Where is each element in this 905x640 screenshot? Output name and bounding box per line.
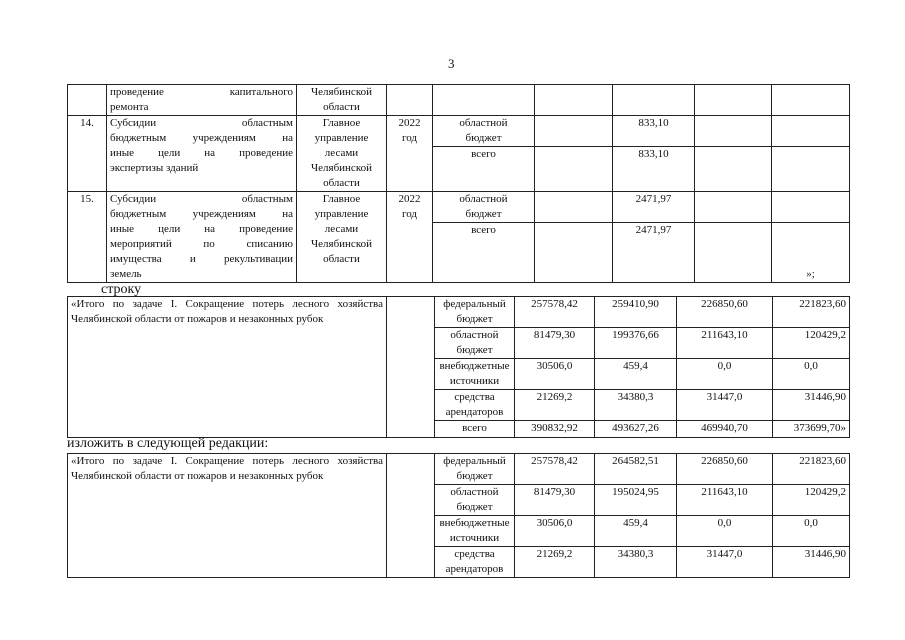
value-cell: 211643,10 (677, 485, 773, 516)
value-cell (695, 223, 772, 283)
value-cell: 0,0 (677, 359, 773, 390)
funding-source: средства арендаторов (435, 390, 515, 421)
measure-name: Субсидии областным бюджетным учреждениям на иные цели на проведение мероприятий по списанию имущества и рекультивации земель (107, 192, 297, 283)
caption-replace-row: строку (101, 282, 142, 297)
value-cell (695, 192, 772, 223)
value-cell: 21269,2 (515, 547, 595, 578)
row-number: 14. (68, 116, 107, 192)
value-cell: 221823,60 (773, 454, 850, 485)
funding-source: федеральный бюджет (435, 297, 515, 328)
value-cell (772, 192, 850, 223)
page-number: 3 (448, 56, 455, 71)
empty-cell (387, 454, 435, 578)
value-cell: 373699,70» (773, 421, 850, 438)
funding-source: всего (433, 147, 535, 192)
funding-source: внебюджетные источники (435, 359, 515, 390)
executor: Главное управление лесами Челябинской области (297, 116, 387, 192)
caption-new-wording: изложить в следующей редакции: (67, 436, 269, 451)
table-row (68, 85, 850, 116)
table-row (68, 116, 850, 147)
value-cell (772, 116, 850, 147)
total-title: «Итого по задаче I. Сокращение потерь лесного хозяйства Челябинской области от пожаров и незаконных рубок (68, 454, 387, 578)
executor: Главное управление лесами Челябинской области (297, 192, 387, 283)
value-cell: 31447,0 (677, 390, 773, 421)
funding-source: всего (433, 223, 535, 283)
totals-table-new (67, 453, 850, 578)
value-cell: 257578,42 (515, 454, 595, 485)
value-cell: 833,10 (613, 116, 695, 147)
value-cell (535, 223, 613, 283)
value-cell: 459,4 (595, 516, 677, 547)
funding-source: федеральный бюджет (435, 454, 515, 485)
value-cell: 31446,90 (773, 390, 850, 421)
value-cell: 226850,60 (677, 297, 773, 328)
row-number (68, 85, 107, 116)
value-cell: 120429,2 (773, 328, 850, 359)
value-cell: 226850,60 (677, 454, 773, 485)
value-cell: 0,0 (773, 359, 850, 390)
value-cell: 259410,90 (595, 297, 677, 328)
value-cell: 81479,30 (515, 485, 595, 516)
value-cell: 0,0 (773, 516, 850, 547)
measures-table (67, 84, 850, 283)
value-cell: 493627,26 (595, 421, 677, 438)
year: 2022 год (387, 116, 433, 192)
table-row (68, 192, 850, 223)
value-cell: 2471,97 (613, 223, 695, 283)
table-row (68, 454, 850, 485)
value-cell (772, 147, 850, 192)
value-cell: 469940,70 (677, 421, 773, 438)
measure-name: проведение капитального ремонта (107, 85, 297, 116)
value-cell: 31446,90 (773, 547, 850, 578)
value-cell: 30506,0 (515, 359, 595, 390)
funding-source: областной бюджет (435, 328, 515, 359)
funding-source: всего (435, 421, 515, 438)
measure-name: Субсидии областным бюджетным учреждениям на иные цели на проведение экспертизы зданий (107, 116, 297, 192)
value-cell: 21269,2 (515, 390, 595, 421)
totals-table-old (67, 296, 850, 438)
funding-source: областной бюджет (433, 116, 535, 147)
table-row (68, 297, 850, 328)
value-cell: 221823,60 (773, 297, 850, 328)
funding-source: областной бюджет (435, 485, 515, 516)
value-cell: 81479,30 (515, 328, 595, 359)
value-cell: 30506,0 (515, 516, 595, 547)
value-cell: 264582,51 (595, 454, 677, 485)
value-cell: 34380,3 (595, 547, 677, 578)
value-cell (695, 147, 772, 192)
value-cell (535, 116, 613, 147)
value-cell: 459,4 (595, 359, 677, 390)
funding-source: областной бюджет (433, 192, 535, 223)
value-cell: 195024,95 (595, 485, 677, 516)
value-cell: 211643,10 (677, 328, 773, 359)
value-cell: 257578,42 (515, 297, 595, 328)
value-cell: 833,10 (613, 147, 695, 192)
value-cell (695, 116, 772, 147)
value-cell: 199376,66 (595, 328, 677, 359)
executor: Челябинской области (297, 85, 387, 116)
value-cell: 2471,97 (613, 192, 695, 223)
funding-source: внебюджетные источники (435, 516, 515, 547)
total-title: «Итого по задаче I. Сокращение потерь лесного хозяйства Челябинской области от пожаров и незаконных рубок (68, 297, 387, 438)
value-cell (535, 192, 613, 223)
year: 2022 год (387, 192, 433, 283)
funding-source: средства арендаторов (435, 547, 515, 578)
closing-quote: »; (772, 223, 850, 283)
value-cell: 0,0 (677, 516, 773, 547)
empty-cell (387, 297, 435, 438)
value-cell: 120429,2 (773, 485, 850, 516)
value-cell: 31447,0 (677, 547, 773, 578)
value-cell (535, 147, 613, 192)
value-cell: 390832,92 (515, 421, 595, 438)
row-number: 15. (68, 192, 107, 283)
value-cell: 34380,3 (595, 390, 677, 421)
